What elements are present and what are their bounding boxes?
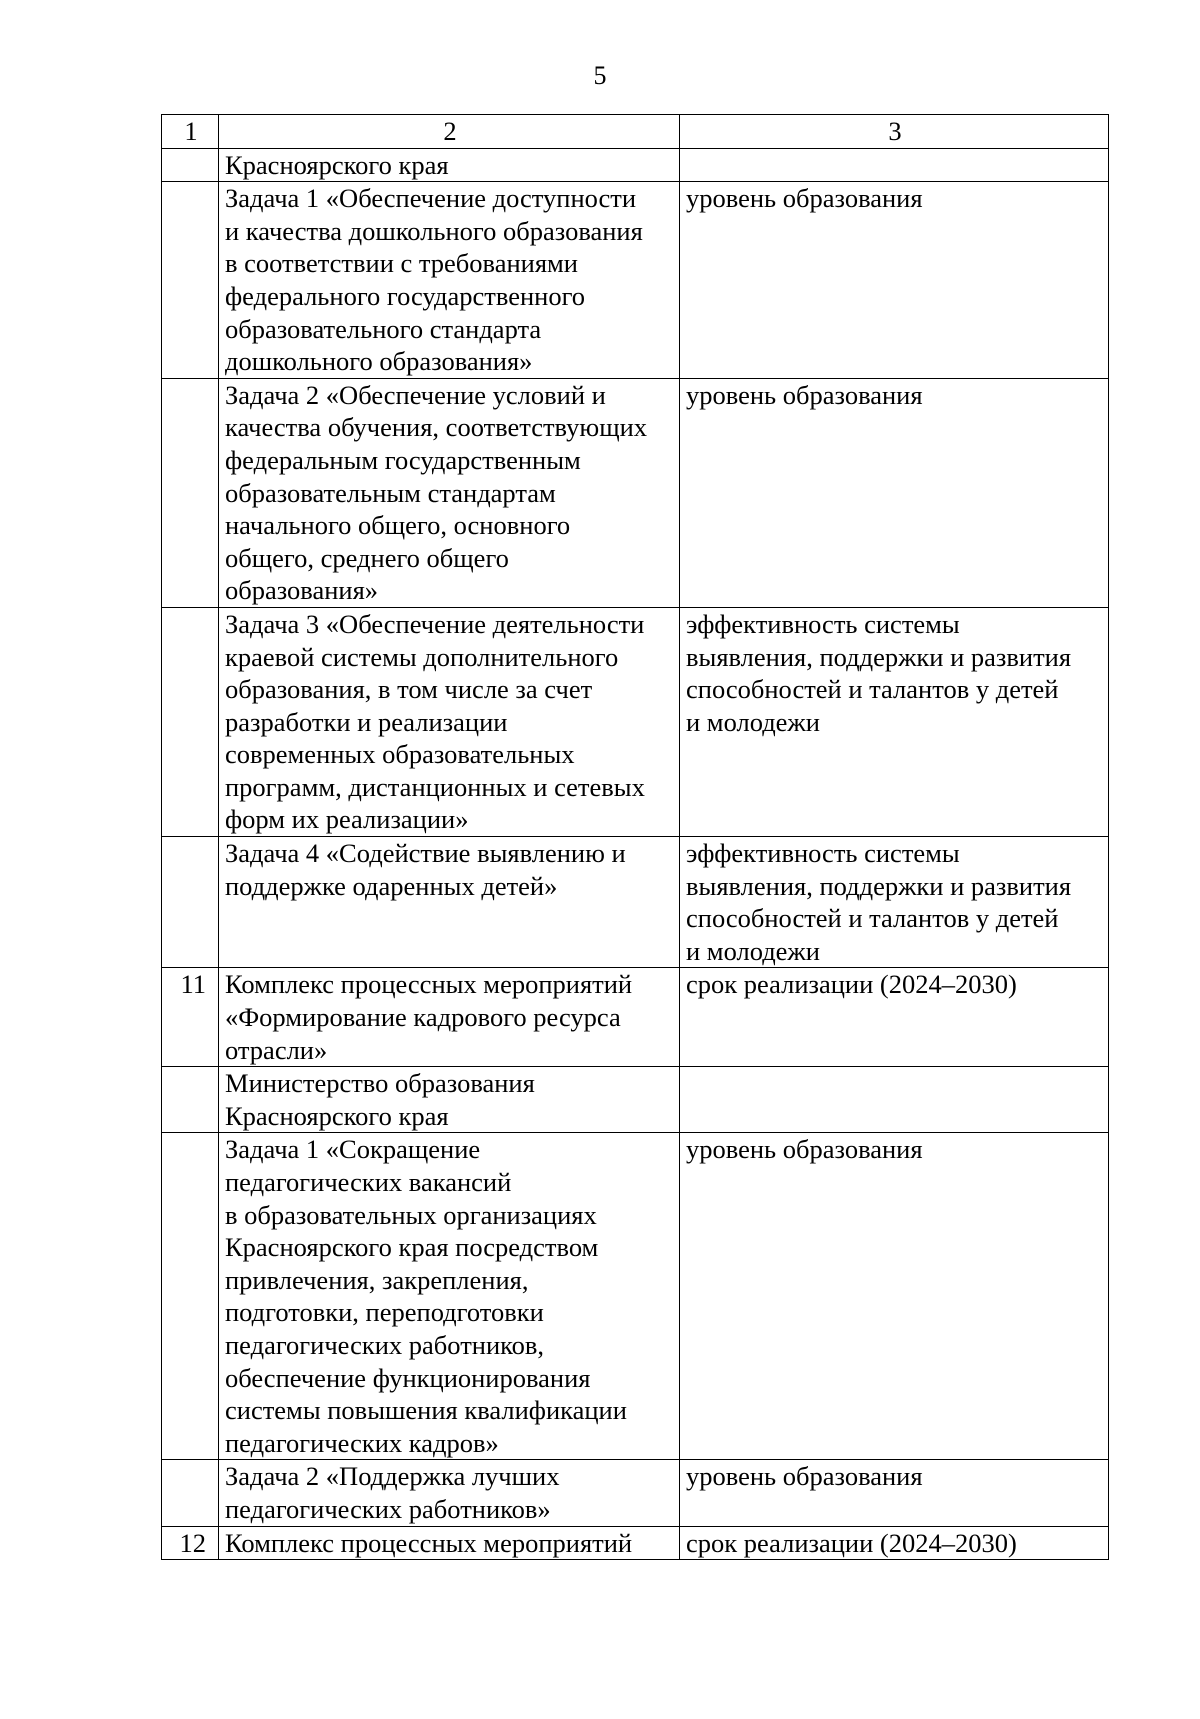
task-cell: Задача 1 «Сокращение педагогических вакансий в образовательных организациях Красноярского края посредством привлечения, закрепления, подготовки, переподготовки педагогических работников, обеспечение функционирования системы повышения квалификации педагогических кадров» — [219, 1133, 680, 1460]
row-number — [162, 837, 219, 968]
task-cell: Министерство образования Красноярского края — [219, 1067, 680, 1133]
table-row — [162, 968, 1109, 1067]
table-row — [162, 182, 1109, 379]
indicator-cell: срок реализации (2024–2030) — [680, 1526, 1109, 1560]
row-number — [162, 378, 219, 607]
indicator-cell: уровень образования — [680, 1460, 1109, 1526]
row-number — [162, 148, 219, 182]
table-row — [162, 1133, 1109, 1460]
task-cell: Задача 1 «Обеспечение доступности и качества дошкольного образования в соответствии с требованиями федерального государственного образовательного стандарта дошкольного образования» — [219, 182, 680, 379]
table-row — [162, 1526, 1109, 1560]
indicator-cell — [680, 148, 1109, 182]
row-number — [162, 182, 219, 379]
document-table — [161, 114, 1109, 1560]
table-row — [162, 1067, 1109, 1133]
indicator-cell: уровень образования — [680, 182, 1109, 379]
task-cell: Задача 3 «Обеспечение деятельности краевой системы дополнительного образования, в том числе за счет разработки и реализации современных образовательных программ, дистанционных и сетевых форм их реализации» — [219, 607, 680, 836]
indicator-cell — [680, 1067, 1109, 1133]
table-row — [162, 148, 1109, 182]
indicator-cell: эффективность системы выявления, поддержки и развития способностей и талантов у детей и молодежи — [680, 607, 1109, 836]
task-cell: Задача 2 «Поддержка лучших педагогических работников» — [219, 1460, 680, 1526]
table-row — [162, 607, 1109, 836]
table-header-row — [162, 115, 1109, 149]
row-number: 12 — [162, 1526, 219, 1560]
indicator-cell: уровень образования — [680, 378, 1109, 607]
indicator-cell: срок реализации (2024–2030) — [680, 968, 1109, 1067]
table-row — [162, 1460, 1109, 1526]
table-row — [162, 378, 1109, 607]
task-cell: Комплекс процессных мероприятий «Формирование кадрового ресурса отрасли» — [219, 968, 680, 1067]
header-col-3: 3 — [680, 115, 1109, 149]
row-number — [162, 1133, 219, 1460]
task-cell: Задача 4 «Содействие выявлению и поддержке одаренных детей» — [219, 837, 680, 968]
indicator-cell: уровень образования — [680, 1133, 1109, 1460]
table-row — [162, 837, 1109, 968]
row-number — [162, 607, 219, 836]
header-col-1: 1 — [162, 115, 219, 149]
task-cell: Красноярского края — [219, 148, 680, 182]
row-number — [162, 1460, 219, 1526]
row-number — [162, 1067, 219, 1133]
header-col-2: 2 — [219, 115, 680, 149]
page-number: 5 — [593, 61, 607, 90]
row-number: 11 — [162, 968, 219, 1067]
indicator-cell: эффективность системы выявления, поддержки и развития способностей и талантов у детей и молодежи — [680, 837, 1109, 968]
task-cell: Комплекс процессных мероприятий — [219, 1526, 680, 1560]
task-cell: Задача 2 «Обеспечение условий и качества обучения, соответствующих федеральным государственным образовательным стандартам начального общего, основного общего, среднего общего образования» — [219, 378, 680, 607]
